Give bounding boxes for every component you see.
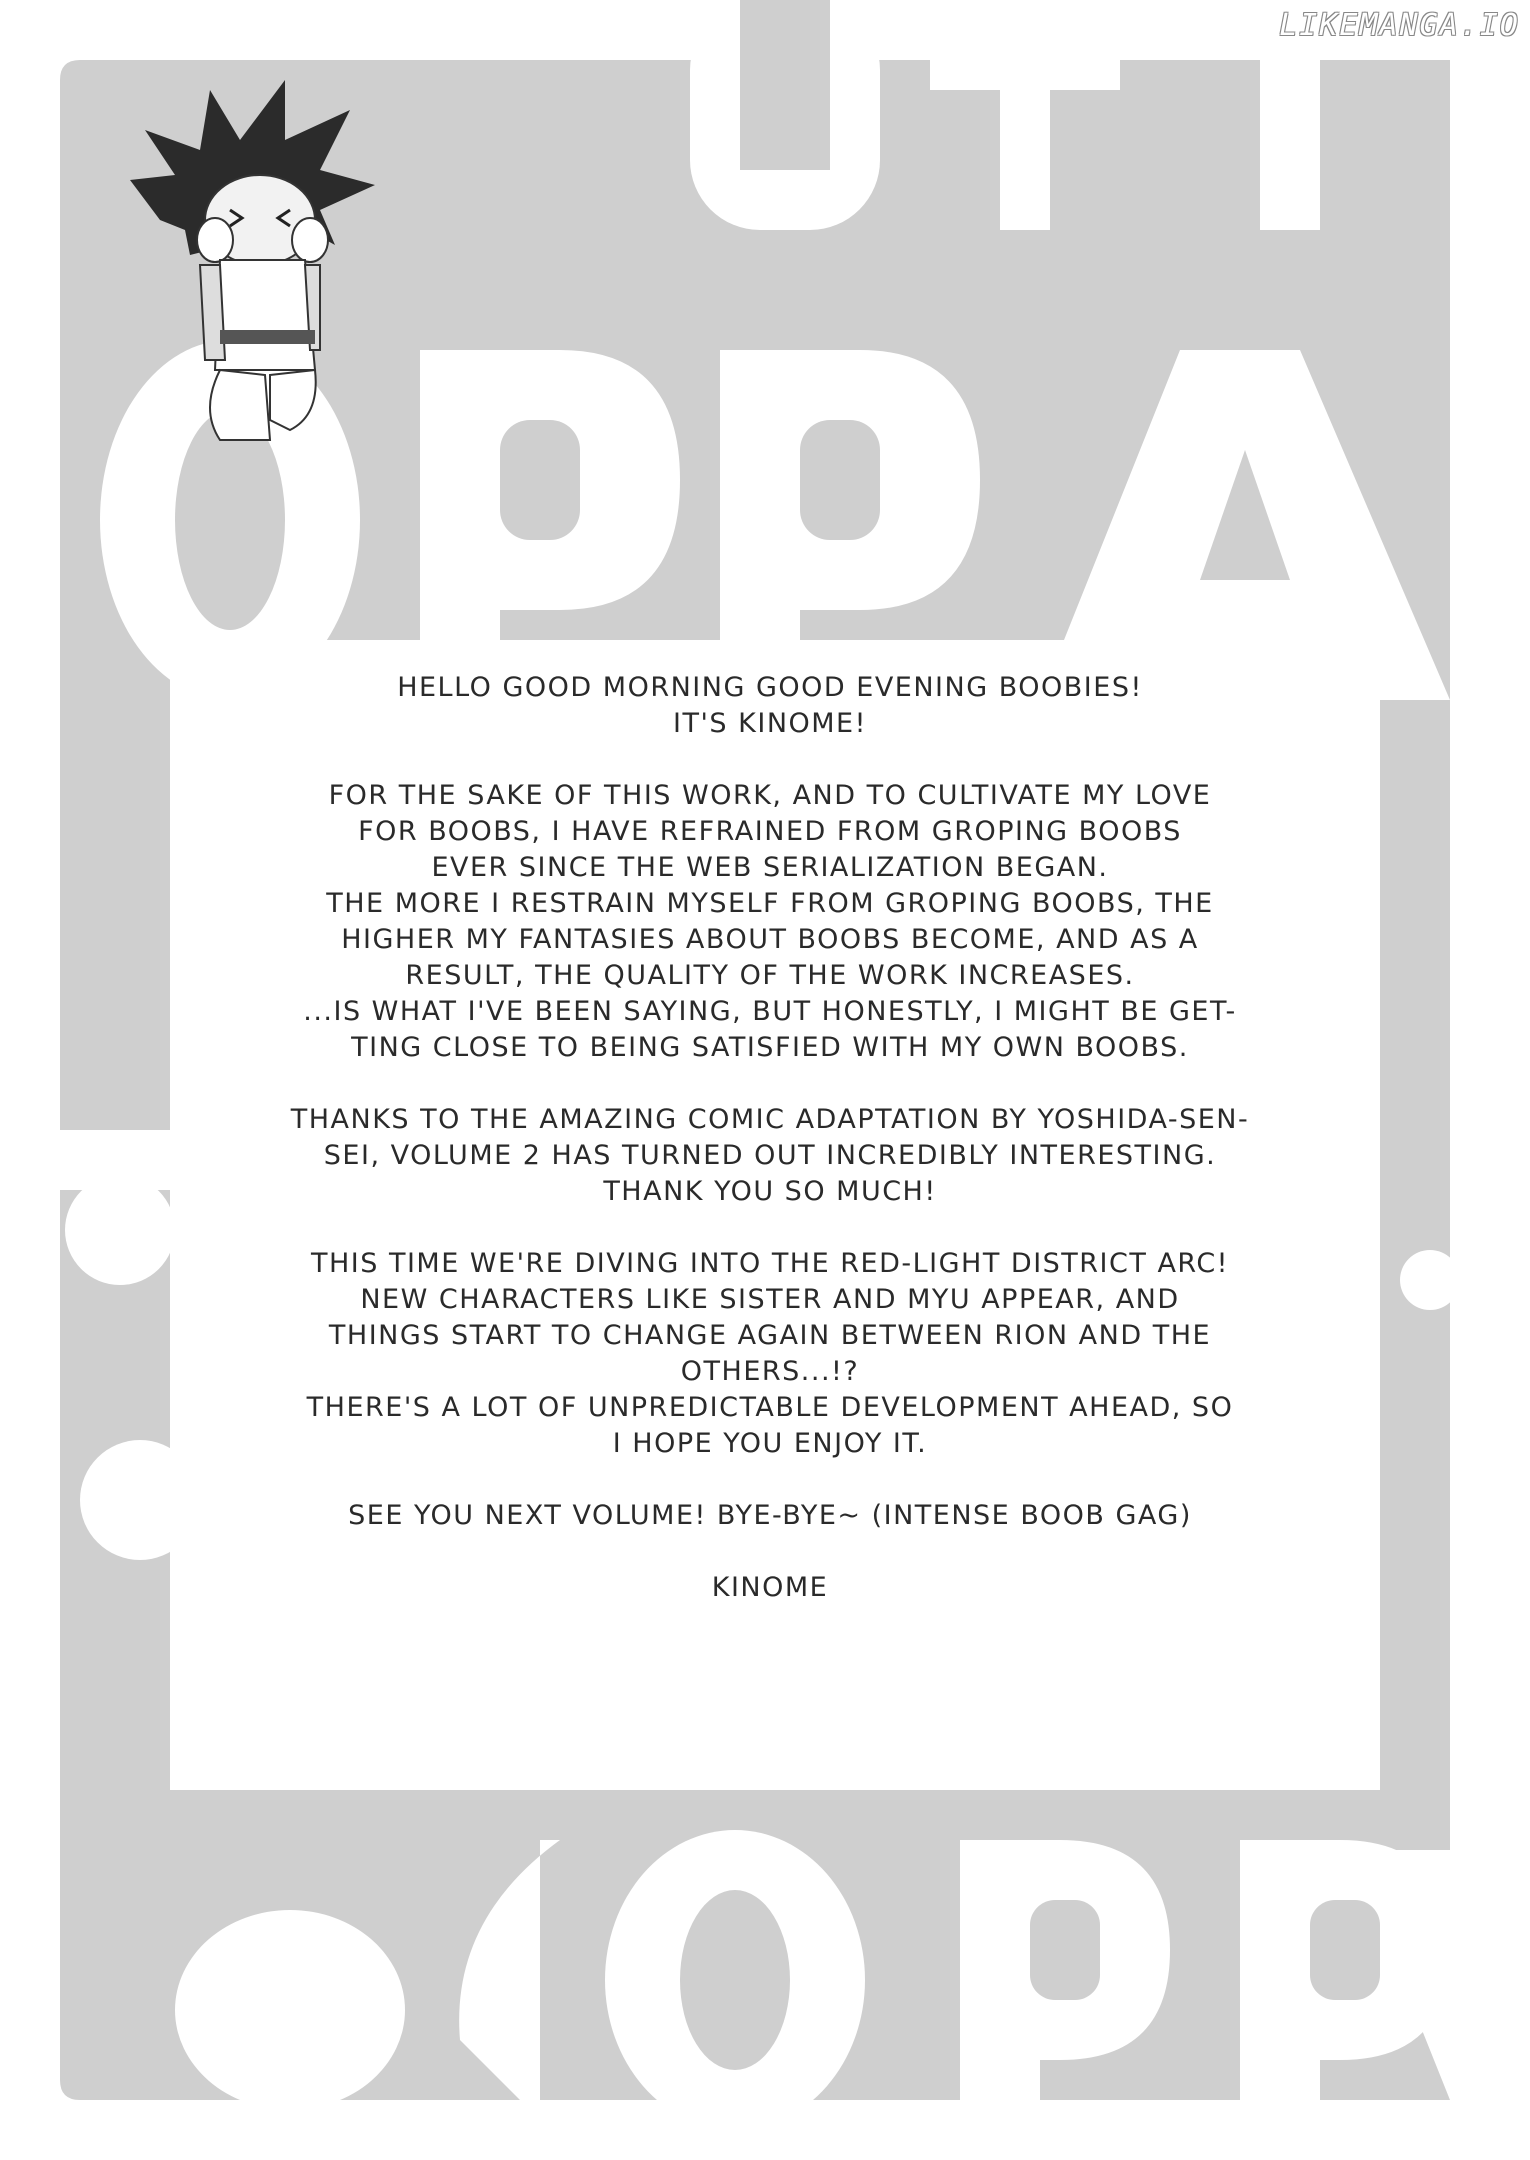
- chibi-body: [215, 260, 315, 370]
- note-line: ...IS WHAT I'VE BEEN SAYING, BUT HONESTLY, I MIGHT BE GET-: [303, 996, 1237, 1027]
- note-line: THE MORE I RESTRAIN MYSELF FROM GROPING BOOBS, THE: [326, 888, 1214, 919]
- note-line: THANK YOU SO MUCH!: [603, 1176, 937, 1207]
- note-line: THERE'S A LOT OF UNPREDICTABLE DEVELOPMENT AHEAD, SO: [306, 1392, 1234, 1423]
- note-line: FOR BOOBS, I HAVE REFRAINED FROM GROPING BOOBS: [358, 816, 1182, 847]
- closing-line: SEE YOU NEXT VOLUME! BYE-BYE~ (INTENSE BOOB GAG): [348, 1500, 1192, 1531]
- note-line: THIS TIME WE'RE DIVING INTO THE RED-LIGHT DISTRICT ARC!: [310, 1248, 1230, 1279]
- note-line: EVER SINCE THE WEB SERIALIZATION BEGAN.: [431, 852, 1109, 883]
- note-line: HELLO GOOD MORNING GOOD EVENING BOOBIES!: [397, 672, 1143, 703]
- note-line: IT'S KINOME!: [673, 708, 867, 739]
- note-line: RESULT, THE QUALITY OF THE WORK INCREASES.: [405, 960, 1135, 991]
- bottom-left-dot: [245, 1690, 305, 1750]
- note-line: FOR THE SAKE OF THIS WORK, AND TO CULTIVATE MY LOVE: [328, 780, 1212, 811]
- note-line: OTHERS...!?: [680, 1356, 860, 1387]
- right-dot: [1400, 1250, 1460, 1310]
- note-line: NEW CHARACTERS LIKE SISTER AND MYU APPEAR, AND: [360, 1284, 1180, 1315]
- chibi-character-image: [120, 70, 380, 450]
- note-line: SEI, VOLUME 2 HAS TURNED OUT INCREDIBLY INTERESTING.: [323, 1140, 1217, 1171]
- author-afterword: [240, 670, 1300, 1606]
- note-line: THANKS TO THE AMAZING COMIC ADAPTATION BY YOSHIDA-SEN-: [290, 1104, 1250, 1135]
- note-line: HIGHER MY FANTASIES ABOUT BOOBS BECOME, AND AS A: [341, 924, 1199, 955]
- note-line: THINGS START TO CHANGE AGAIN BETWEEN RION AND THE: [328, 1320, 1212, 1351]
- note-line: TING CLOSE TO BEING SATISFIED WITH MY OWN BOOBS.: [351, 1032, 1189, 1063]
- site-watermark: LIKEMANGA.IO: [1279, 8, 1520, 43]
- note-line: I HOPE YOU ENJOY IT.: [612, 1428, 928, 1459]
- author-signature: KINOME: [711, 1572, 829, 1603]
